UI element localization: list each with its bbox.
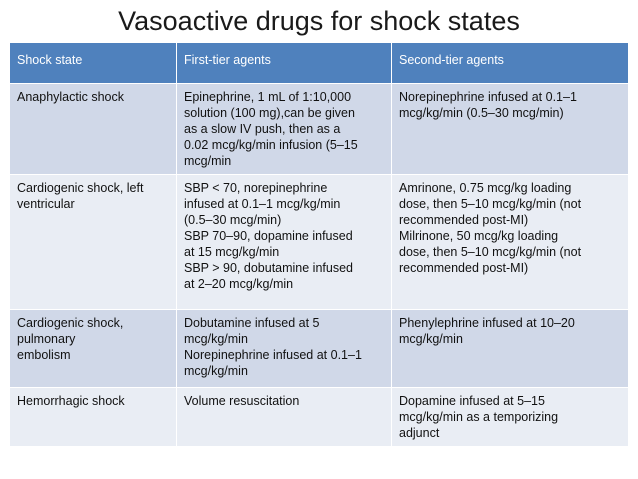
shock-drugs-table (9, 42, 629, 447)
header-shock-state: Shock state (10, 43, 177, 84)
table-row (10, 388, 629, 447)
second-tier-cell: Dopamine infused at 5–15 mcg/kg/min as a temporizing adjunct (392, 388, 629, 447)
page-title: Vasoactive drugs for shock states (118, 6, 520, 36)
table-header-row (10, 43, 629, 84)
header-first-tier-agents: First-tier agents (177, 43, 392, 84)
second-tier-cell: Norepinephrine infused at 0.1–1 mcg/kg/min (0.5–30 mcg/min) (392, 84, 629, 175)
shock-state-cell: Anaphylactic shock (10, 84, 177, 175)
first-tier-cell: Epinephrine, 1 mL of 1:10,000 solution (100 mg),can be given as a slow IV push, then as a 0.02 mcg/kg/min infusion (5–15 mcg/min (177, 84, 392, 175)
shock-state-cell: Cardiogenic shock, left ventricular (10, 175, 177, 310)
first-tier-cell: Volume resuscitation (177, 388, 392, 447)
shock-state-cell: Cardiogenic shock, pulmonary embolism (10, 310, 177, 388)
second-tier-cell: Amrinone, 0.75 mcg/kg loading dose, then 5–10 mcg/kg/min (not recommended post-MI) Milrinone, 50 mcg/kg loading dose, then 5–10 mcg/kg/min (not recommended post-MI) (392, 175, 629, 310)
first-tier-cell: Dobutamine infused at 5 mcg/kg/min Norepinephrine infused at 0.1–1 mcg/kg/min (177, 310, 392, 388)
header-second-tier-agents: Second-tier agents (392, 43, 629, 84)
shock-state-cell: Hemorrhagic shock (10, 388, 177, 447)
table-row (10, 175, 629, 310)
first-tier-cell: SBP < 70, norepinephrine infused at 0.1–1 mcg/kg/min (0.5–30 mcg/min) SBP 70–90, dopamine infused at 15 mcg/kg/min SBP > 90, dobutamine infused at 2–20 mcg/kg/min (177, 175, 392, 310)
table-row (10, 84, 629, 175)
second-tier-cell: Phenylephrine infused at 10–20 mcg/kg/min (392, 310, 629, 388)
table-row (10, 310, 629, 388)
